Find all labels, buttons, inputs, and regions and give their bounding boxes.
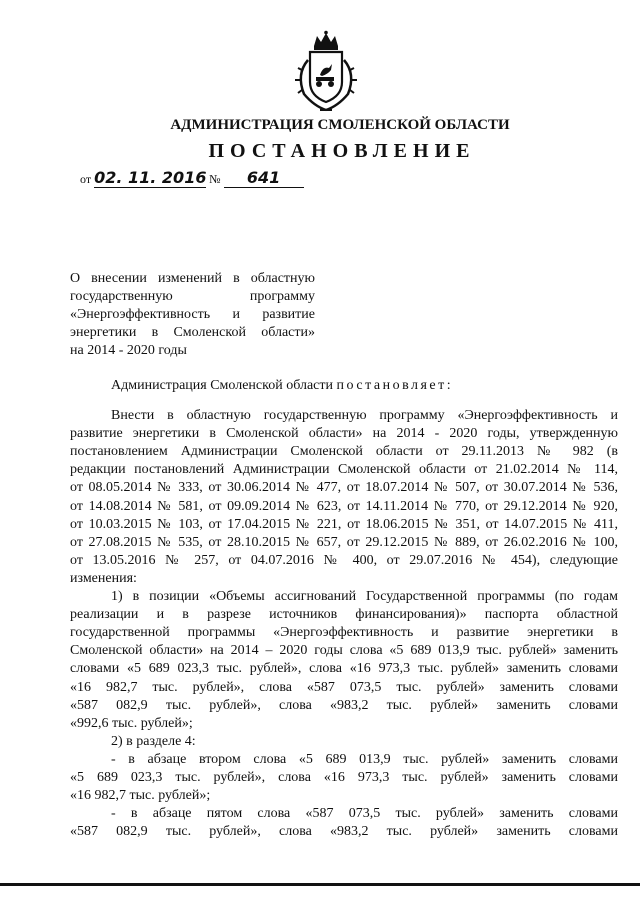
decree-verb: постановляет: <box>336 378 454 393</box>
body-line: 1) в позиции «Объемы ассигнований Государственной программы (по годам <box>111 589 618 605</box>
number-prefix: № <box>209 172 221 186</box>
body-line: Смоленской области» на 2014 – 2020 годы слова «5 689 013,9 тыс. рублей» заменить <box>70 643 618 659</box>
decree-lead: Администрация Смоленской области <box>111 378 334 393</box>
subject-line: О внесении изменений в областную <box>70 271 315 286</box>
document-body <box>70 377 618 841</box>
body-line: «587 082,9 тыс. рублей», слова «983,2 тыс. рублей» заменить словами <box>70 697 618 713</box>
decree-line <box>70 377 618 395</box>
body-line: - в абзаце втором слова «5 689 013,9 тыс. рублей» заменить словами <box>111 751 618 767</box>
body-line: «992,6 тыс. рублей»; <box>70 715 193 731</box>
smolensk-coat-of-arms-icon <box>290 30 362 116</box>
document-type: ПОСТАНОВЛЕНИЕ <box>208 140 476 162</box>
body-line: от 27.08.2015 № 535, от 28.10.2015 № 657, от 29.12.2015 № 889, от 26.02.2016 № 100, <box>70 534 618 550</box>
body-line: от 08.05.2014 № 333, от 30.06.2014 № 477, от 18.07.2014 № 507, от 30.07.2014 № 536, <box>70 480 618 496</box>
subject-line: на 2014 - 2020 годы <box>70 343 187 358</box>
subject-line: энергетики в Смоленской области» <box>70 325 315 340</box>
body-line: Внести в областную государственную программу «Энергоэффективность и <box>111 408 618 424</box>
body-line: «5 689 023,3 тыс. рублей», слова «16 973,3 тыс. рублей» заменить словами <box>70 769 618 785</box>
body-line: - в абзаце пятом слова «587 073,5 тыс. рублей» заменить словами <box>111 806 618 822</box>
body-line: «587 082,9 тыс. рублей», слова «983,2 тыс. рублей» заменить словами <box>70 824 618 840</box>
body-line: от 10.03.2015 № 103, от 17.04.2015 № 221, от 18.06.2015 № 351, от 14.07.2015 № 411, <box>70 516 618 532</box>
date-number-line <box>80 168 304 188</box>
body-line: от 14.08.2014 № 581, от 09.09.2014 № 623, от 14.11.2014 № 770, от 29.12.2014 № 920, <box>70 498 618 514</box>
body-line: редакции постановлений Администрации Смоленской области от 21.02.2014 № 114, <box>70 462 618 478</box>
body-line: государственной программы «Энергоэффективность и развитие энергетики в <box>70 625 618 641</box>
body-line: от 13.05.2016 № 257, от 04.07.2016 № 400, от 29.07.2016 № 454), следующие <box>70 552 618 568</box>
organization-name: АДМИНИСТРАЦИЯ СМОЛЕНСКОЙ ОБЛАСТИ <box>170 117 510 133</box>
body-line: изменения: <box>70 570 137 586</box>
body-line: «16 982,7 тыс. рублей», слова «587 073,5 тыс. рублей» заменить словами <box>70 679 618 695</box>
body-line: «16 982,7 тыс. рублей»; <box>70 788 211 804</box>
body-line: 2) в разделе 4: <box>111 733 196 749</box>
document-subject <box>70 270 315 360</box>
subject-line: «Энергоэффективность и развитие <box>70 307 315 322</box>
body-line: словами «5 689 023,3 тыс. рублей», слова «16 973,3 тыс. рублей» заменить словами <box>70 661 618 677</box>
document-date: 02. 11. 2016 <box>94 168 207 187</box>
body-line: постановлением Администрации Смоленской области от 29.11.2013 № 982 (в <box>70 444 618 460</box>
document-number: 641 <box>224 168 304 188</box>
subject-line: государственную программу <box>70 289 315 304</box>
date-prefix: от <box>80 172 92 186</box>
bottom-rule <box>0 883 640 886</box>
spacer <box>70 395 618 407</box>
body-line: реализации и в разрезе источников финансирования)» паспорта областной <box>70 607 618 623</box>
body-line: развитие энергетики в Смоленской области» на 2014 - 2020 годы, утвержденную <box>70 426 618 442</box>
